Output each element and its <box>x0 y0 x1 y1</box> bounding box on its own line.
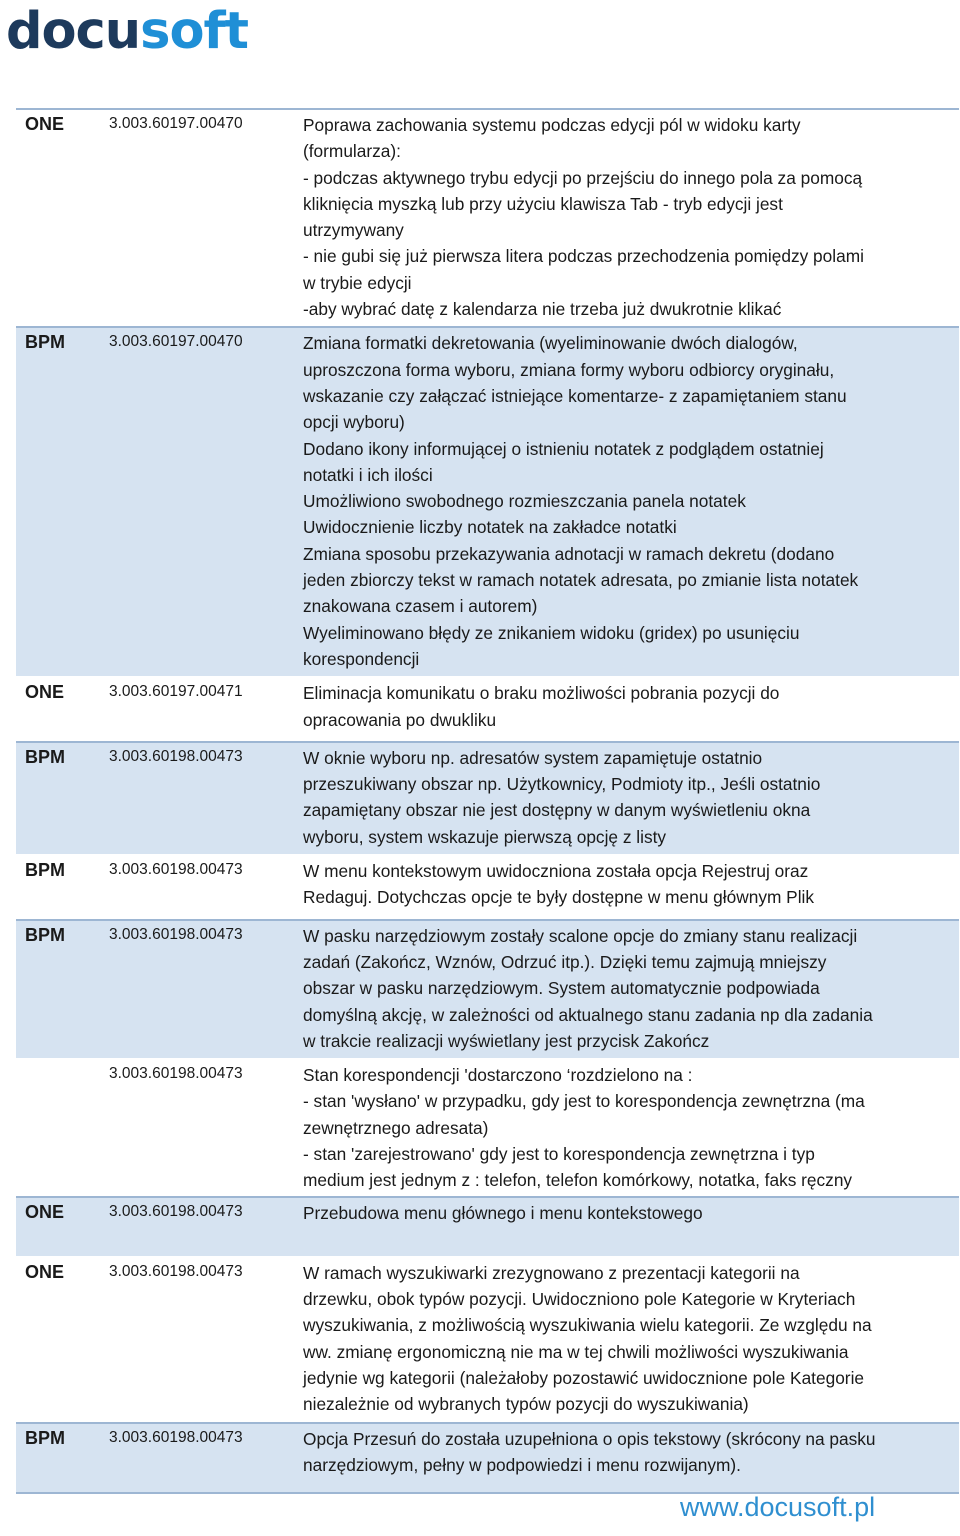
logo-text-docu: docu <box>6 2 141 61</box>
module-cell: BPM <box>16 920 101 1059</box>
description-cell <box>293 1423 959 1494</box>
description-line: Wyeliminowano błędy ze znikaniem widoku (gridex) po usunięciu <box>303 622 800 643</box>
version-cell: 3.003.60198.00473 <box>101 742 293 855</box>
description-line: Eliminacja komunikatu o braku możliwości pobrania pozycji do <box>303 683 780 704</box>
description-cell <box>293 1257 959 1423</box>
description-line: wskazanie czy załączać istniejące komentarze- z zapamiętaniem stanu <box>303 385 847 406</box>
changelog-row <box>16 1423 959 1494</box>
description-line: wyboru, system wskazuje pierwszą opcję z listy <box>303 826 667 847</box>
description-cell <box>293 327 959 677</box>
logo-text-soft: soft <box>140 2 249 61</box>
changelog-row <box>16 920 959 1059</box>
version-cell: 3.003.60198.00473 <box>101 855 293 920</box>
version-cell: 3.003.60197.00471 <box>101 677 293 742</box>
description-line: Przebudowa menu głównego i menu kontekstowego <box>303 1202 703 1223</box>
description-line: -aby wybrać datę z kalendarza nie trzeba już dwukrotnie klikać <box>303 299 782 320</box>
description-line: przeszukiwany obszar np. Użytkownicy, Podmioty itp., Jeśli ostatnio <box>303 774 821 795</box>
module-cell <box>16 1059 101 1196</box>
description-line: W pasku narzędziowym zostały scalone opcje do zmiany stanu realizacji <box>303 925 858 946</box>
module-cell: ONE <box>16 1257 101 1423</box>
module-cell: ONE <box>16 677 101 742</box>
module-cell: BPM <box>16 742 101 855</box>
description-line: niezależnie od wybranych typów pozycji do wyszukiwania) <box>303 1394 749 1415</box>
version-cell: 3.003.60197.00470 <box>101 327 293 677</box>
module-cell: BPM <box>16 327 101 677</box>
description-line: - stan 'wysłano' w przypadku, gdy jest to korespondencja zewnętrzna (ma <box>303 1091 865 1112</box>
description-line: W oknie wyboru np. adresatów system zapamiętuje ostatnio <box>303 747 763 768</box>
description-cell <box>293 855 959 920</box>
description-line: Zmiana sposobu przekazywania adnotacji w ramach dekretu (dodano <box>303 543 835 564</box>
description-line: korespondencji <box>303 648 420 669</box>
description-line: notatki i ich ilości <box>303 464 433 485</box>
description-line: Opcja Przesuń do została uzupełniona o opis tekstowy (skrócony na pasku <box>303 1428 876 1449</box>
changelog-table <box>16 108 959 1494</box>
description-line: obszar w pasku narzędziowym. System automatycznie podpowiada <box>303 978 820 999</box>
version-cell: 3.003.60198.00473 <box>101 1197 293 1257</box>
description-line: Redaguj. Dotychczas opcje te były dostępne w menu głównym Plik <box>303 887 815 908</box>
description-cell <box>293 920 959 1059</box>
description-line: jeden zbiorczy tekst w ramach notatek adresata, po zmianie lista notatek <box>303 570 859 591</box>
description-line: W menu kontekstowym uwidoczniona została opcja Rejestruj oraz <box>303 861 809 882</box>
description-line: - podczas aktywnego trybu edycji po przejściu do innego pola za pomocą <box>303 167 863 188</box>
description-line: Uwidocznienie liczby notatek na zakładce notatki <box>303 517 677 538</box>
description-line: uproszczona forma wyboru, zmiana formy wyboru odbiorcy oryginału, <box>303 359 835 380</box>
description-line: Poprawa zachowania systemu podczas edycji pól w widoku karty <box>303 115 801 135</box>
module-cell: BPM <box>16 855 101 920</box>
changelog-row <box>16 109 959 327</box>
description-line: opracowania po dwukliku <box>303 709 497 730</box>
version-cell: 3.003.60198.00473 <box>101 920 293 1059</box>
description-line: zewnętrznego adresata) <box>303 1117 489 1138</box>
footer-website-url[interactable]: www.docusoft.pl <box>680 1492 876 1522</box>
description-line: opcji wyboru) <box>303 412 405 433</box>
description-line: w trakcie realizacji wyświetlany jest przycisk Zakończ <box>303 1030 710 1051</box>
changelog-row <box>16 677 959 742</box>
version-cell: 3.003.60198.00473 <box>101 1423 293 1494</box>
description-line: medium jest jednym z : telefon, telefon komórkowy, notatka, faks ręczny <box>303 1170 853 1191</box>
version-cell: 3.003.60197.00470 <box>101 109 293 327</box>
changelog-row <box>16 1059 959 1196</box>
description-line: zapamiętany obszar nie jest dostępny w danym wyświetleniu okna <box>303 800 811 821</box>
description-line: Zmiana formatki dekretowania (wyeliminowanie dwóch dialogów, <box>303 333 798 354</box>
changelog-row <box>16 1257 959 1423</box>
description-line: w trybie edycji <box>303 272 412 293</box>
description-cell <box>293 1197 959 1257</box>
description-line: kliknięcia myszką lub przy użyciu klawisza Tab - tryb edycji jest <box>303 193 783 214</box>
docusoft-logo <box>6 4 248 60</box>
description-cell <box>293 677 959 742</box>
changelog-row <box>16 742 959 855</box>
description-cell <box>293 742 959 855</box>
version-cell: 3.003.60198.00473 <box>101 1059 293 1196</box>
description-line: W ramach wyszukiwarki zrezygnowano z prezentacji kategorii na <box>303 1262 800 1283</box>
changelog-row <box>16 327 959 677</box>
description-line: domyślną akcję, w zależności od aktualnego stanu zadania np dla zadania <box>303 1004 873 1025</box>
module-cell: BPM <box>16 1423 101 1494</box>
changelog-row <box>16 855 959 920</box>
module-cell: ONE <box>16 109 101 327</box>
description-line: ww. zmianę ergonomiczną nie ma w tej chwili możliwości wyszukiwania <box>303 1341 849 1362</box>
changelog-row <box>16 1197 959 1257</box>
description-line: wyszukiwania, z możliwością wyszukiwania wielu kategorii. Ze względu na <box>303 1315 872 1336</box>
description-line: zadań (Zakończ, Wznów, Odrzuć itp.). Dzięki temu zajmują mniejszy <box>303 951 827 972</box>
description-line: narzędziowym, pełny w podpowiedzi i menu rozwijanym). <box>303 1454 741 1475</box>
description-cell <box>293 1059 959 1196</box>
description-line: drzewku, obok typów pozycji. Uwidoczniono pole Kategorie w Kryteriach <box>303 1289 856 1310</box>
version-cell: 3.003.60198.00473 <box>101 1257 293 1423</box>
module-cell: ONE <box>16 1197 101 1257</box>
description-line: - nie gubi się już pierwsza litera podczas przechodzenia pomiędzy polami <box>303 246 864 267</box>
description-line: Dodano ikony informującej o istnieniu notatek z podglądem ostatniej <box>303 438 824 459</box>
description-line: - stan 'zarejestrowano' gdy jest to korespondencja zewnętrzna i typ <box>303 1143 815 1164</box>
description-line: znakowana czasem i autorem) <box>303 596 538 617</box>
description-line: Umożliwiono swobodnego rozmieszczania panela notatek <box>303 491 746 512</box>
description-line: jedynie wg kategorii (należałoby pozostawić uwidocznione pole Kategorie <box>303 1368 865 1389</box>
description-line: (formularza): <box>303 141 401 162</box>
description-cell <box>293 109 959 327</box>
description-line: utrzymywany <box>303 220 404 241</box>
description-line: Stan korespondencji 'dostarczono ‘rozdzielono na : <box>303 1065 693 1086</box>
